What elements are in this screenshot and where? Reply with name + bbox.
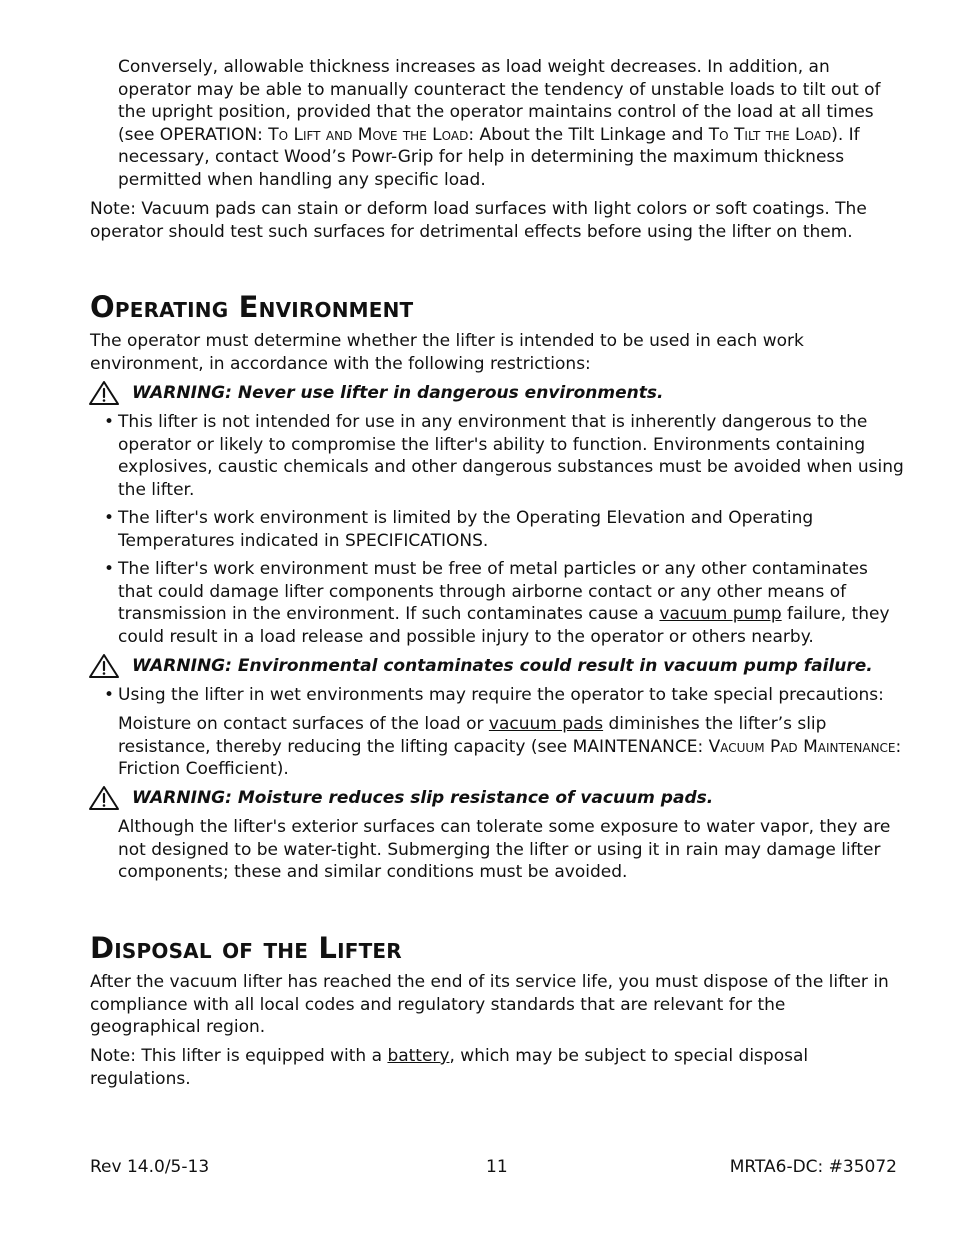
bullet-dot: •	[104, 412, 115, 432]
ref-lift-move: To Lift and Move the Load	[268, 124, 469, 145]
warning-moisture	[88, 785, 713, 811]
warning-contaminates	[88, 653, 873, 679]
warning-text: WARNING: Never use lifter in dangerous environments.	[132, 382, 664, 403]
ref-tilt-load: To Tilt the Load	[708, 124, 832, 145]
warning-text: WARNING: Environmental contaminates could result in vacuum pump failure.	[132, 655, 873, 676]
bullet-dot: •	[104, 559, 115, 579]
note-vacuum-pads: Note: Vacuum pads can stain or deform load surfaces with light colors or soft coatings. The operator should test such surfaces for detrimental effects before using the lifter on them.	[90, 199, 867, 242]
warning-dangerous-environments	[88, 380, 663, 406]
bullet-wet-environments: • Using the lifter in wet environments may require the operator to take special precautions:	[104, 685, 884, 705]
thickness-paragraph: Conversely, allowable thickness increases as load weight decreases. In addition, an operator may be able to manually counteract the tendency of unstable loads to tilt out of the upright position, provided that the operator maintains control of the load at all times (see OPERATION: To Lift and Move the Load: About the Tilt Linkage and To Tilt the Load). If necessary, contact Wood’s Powr-Grip for help in determining the maximum thickness permitted when handling any specific load.	[118, 57, 881, 190]
warning-triangle-icon	[88, 380, 120, 406]
footer-document-id: MRTA6-DC: #35072	[729, 1157, 897, 1177]
bullet-dot: •	[104, 685, 115, 705]
operating-intro: The operator must determine whether the lifter is intended to be used in each work environment, in accordance with the following restrictions:	[90, 331, 804, 374]
footer-page-number: 11	[486, 1157, 508, 1177]
vacuum-pump-link[interactable]: vacuum pump	[659, 604, 782, 625]
battery-note: Note: This lifter is equipped with a battery, which may be subject to special disposal regulations.	[90, 1046, 809, 1089]
bullet-contaminates: • The lifter's work environment must be free of metal particles or any other contaminates that could damage lifter components through airborne contact or any other means of transmission in the environment. If such contaminates cause a vacuum pump failure, they could result in a load release and possible injury to the operator or others nearby.	[104, 559, 890, 647]
vacuum-pads-link[interactable]: vacuum pads	[488, 714, 604, 734]
footer-revision: Rev 14.0/5-13	[90, 1157, 210, 1177]
bullet-dangerous-environment: • This lifter is not intended for use in any environment that is inherently dangerous to the operator or likely to compromise the lifter's ability to function. Environments containing explosives, caustic chemicals and other dangerous substances must be avoided when using the lifter.	[104, 412, 904, 500]
water-tight-paragraph: Although the lifter's exterior surfaces can tolerate some exposure to water vapor, they are not designed to be water-tight. Submerging the lifter or using it in rain may damage lifter components; these and similar conditions must be avoided.	[118, 817, 891, 883]
disposal-paragraph: After the vacuum lifter has reached the end of its service life, you must dispose of the lifter in compliance with all local codes and regulatory standards that are relevant for the geographical region.	[90, 972, 889, 1038]
battery-link[interactable]: battery	[387, 1046, 450, 1066]
moisture-paragraph: Moisture on contact surfaces of the load or vacuum pads diminishes the lifter’s slip resistance, thereby reducing the lifting capacity (see MAINTENANCE: Vacuum Pad Maintenance: Friction Coefficient).	[118, 714, 902, 780]
bullet-elevation-temperature: • The lifter's work environment is limited by the Operating Elevation and Operating Temperatures indicated in SPECIFICATIONS.	[104, 508, 814, 551]
heading-disposal: Disposal of the Lifter	[90, 931, 402, 965]
bullet-dot: •	[104, 508, 115, 528]
heading-operating-environment: Operating Environment	[90, 290, 414, 324]
warning-text: WARNING: Moisture reduces slip resistance of vacuum pads.	[132, 787, 714, 808]
warning-triangle-icon	[88, 785, 120, 811]
ref-vacuum-pad-maintenance: Vacuum Pad Maintenance	[708, 736, 896, 757]
warning-triangle-icon	[88, 653, 120, 679]
